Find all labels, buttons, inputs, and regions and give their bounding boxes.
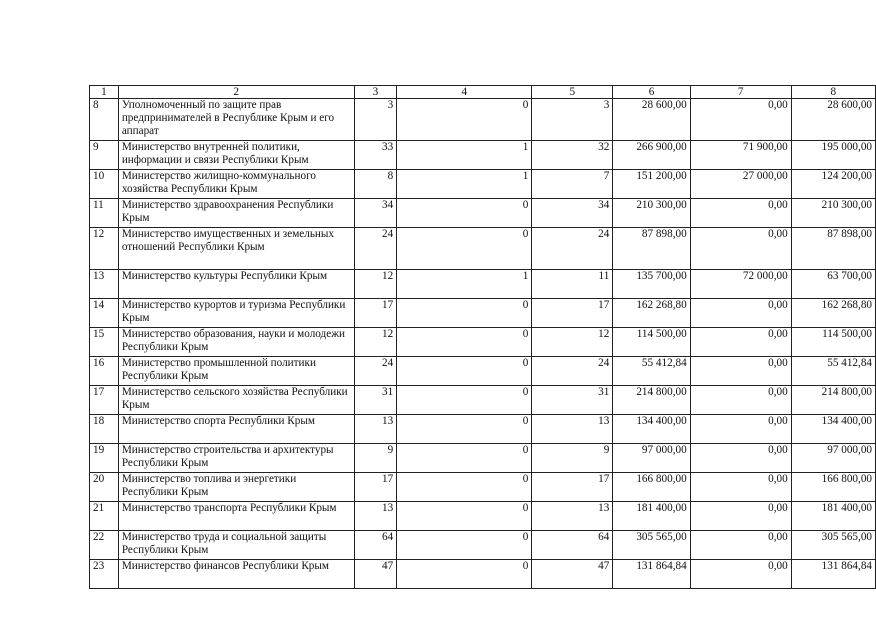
table-row <box>90 444 876 473</box>
table-row <box>90 328 876 357</box>
organization-name-cell: Министерство финансов Республики Крым <box>118 560 354 589</box>
column-8-amount-cell: 124 200,00 <box>791 170 875 199</box>
row-index-cell: 22 <box>90 531 119 560</box>
organization-name-cell: Уполномоченный по защите прав предпринимателей в Республике Крым и его аппарат <box>118 99 354 141</box>
column-number-header: 2 <box>118 86 354 99</box>
row-index-cell: 23 <box>90 560 119 589</box>
column-5-cell: 13 <box>532 502 613 531</box>
column-8-amount-cell: 63 700,00 <box>791 270 875 299</box>
column-4-cell: 0 <box>397 473 532 502</box>
table-row <box>90 473 876 502</box>
column-8-amount-cell: 134 400,00 <box>791 415 875 444</box>
organization-name-cell: Министерство жилищно-коммунального хозяйства Республики Крым <box>118 170 354 199</box>
column-4-cell: 1 <box>397 170 532 199</box>
column-5-cell: 47 <box>532 560 613 589</box>
column-5-cell: 24 <box>532 228 613 270</box>
column-4-cell: 0 <box>397 299 532 328</box>
column-7-amount-cell: 0,00 <box>690 560 791 589</box>
column-5-cell: 32 <box>532 141 613 170</box>
row-index-cell: 9 <box>90 141 119 170</box>
column-7-amount-cell: 0,00 <box>690 199 791 228</box>
column-3-cell: 13 <box>354 502 397 531</box>
column-3-cell: 31 <box>354 386 397 415</box>
row-index-cell: 16 <box>90 357 119 386</box>
table-row <box>90 502 876 531</box>
column-8-amount-cell: 162 268,80 <box>791 299 875 328</box>
column-8-amount-cell: 28 600,00 <box>791 99 875 141</box>
column-4-cell: 0 <box>397 328 532 357</box>
column-6-amount-cell: 210 300,00 <box>613 199 690 228</box>
column-6-amount-cell: 134 400,00 <box>613 415 690 444</box>
column-4-cell: 1 <box>397 270 532 299</box>
allocation-table <box>89 85 876 589</box>
column-3-cell: 24 <box>354 228 397 270</box>
column-8-amount-cell: 195 000,00 <box>791 141 875 170</box>
column-6-amount-cell: 55 412,84 <box>613 357 690 386</box>
column-6-amount-cell: 305 565,00 <box>613 531 690 560</box>
row-index-cell: 12 <box>90 228 119 270</box>
column-5-cell: 34 <box>532 199 613 228</box>
table-row <box>90 415 876 444</box>
column-4-cell: 0 <box>397 444 532 473</box>
column-number-header: 6 <box>613 86 690 99</box>
column-6-amount-cell: 181 400,00 <box>613 502 690 531</box>
column-8-amount-cell: 210 300,00 <box>791 199 875 228</box>
column-3-cell: 9 <box>354 444 397 473</box>
column-8-amount-cell: 166 800,00 <box>791 473 875 502</box>
column-3-cell: 8 <box>354 170 397 199</box>
row-index-cell: 10 <box>90 170 119 199</box>
column-7-amount-cell: 0,00 <box>690 531 791 560</box>
column-3-cell: 47 <box>354 560 397 589</box>
organization-name-cell: Министерство образования, науки и молодежи Республики Крым <box>118 328 354 357</box>
column-5-cell: 7 <box>532 170 613 199</box>
organization-name-cell: Министерство транспорта Республики Крым <box>118 502 354 531</box>
table-row <box>90 228 876 270</box>
table-row <box>90 386 876 415</box>
column-3-cell: 12 <box>354 328 397 357</box>
table-row <box>90 141 876 170</box>
row-index-cell: 17 <box>90 386 119 415</box>
column-8-amount-cell: 97 000,00 <box>791 444 875 473</box>
column-3-cell: 12 <box>354 270 397 299</box>
organization-name-cell: Министерство здравоохранения Республики Крым <box>118 199 354 228</box>
column-6-amount-cell: 162 268,80 <box>613 299 690 328</box>
organization-name-cell: Министерство имущественных и земельных отношений Республики Крым <box>118 228 354 270</box>
column-6-amount-cell: 131 864,84 <box>613 560 690 589</box>
row-index-cell: 13 <box>90 270 119 299</box>
table-row <box>90 199 876 228</box>
organization-name-cell: Министерство спорта Республики Крым <box>118 415 354 444</box>
column-3-cell: 17 <box>354 299 397 328</box>
column-4-cell: 0 <box>397 199 532 228</box>
row-index-cell: 20 <box>90 473 119 502</box>
organization-name-cell: Министерство промышленной политики Республики Крым <box>118 357 354 386</box>
column-5-cell: 11 <box>532 270 613 299</box>
column-3-cell: 34 <box>354 199 397 228</box>
column-7-amount-cell: 0,00 <box>690 357 791 386</box>
column-6-amount-cell: 166 800,00 <box>613 473 690 502</box>
column-5-cell: 17 <box>532 473 613 502</box>
organization-name-cell: Министерство сельского хозяйства Республики Крым <box>118 386 354 415</box>
column-8-amount-cell: 55 412,84 <box>791 357 875 386</box>
table-row <box>90 270 876 299</box>
column-6-amount-cell: 87 898,00 <box>613 228 690 270</box>
column-6-amount-cell: 266 900,00 <box>613 141 690 170</box>
column-6-amount-cell: 28 600,00 <box>613 99 690 141</box>
organization-name-cell: Министерство культуры Республики Крым <box>118 270 354 299</box>
column-6-amount-cell: 114 500,00 <box>613 328 690 357</box>
column-4-cell: 1 <box>397 141 532 170</box>
row-index-cell: 21 <box>90 502 119 531</box>
column-4-cell: 0 <box>397 531 532 560</box>
column-5-cell: 12 <box>532 328 613 357</box>
column-8-amount-cell: 131 864,84 <box>791 560 875 589</box>
column-7-amount-cell: 72 000,00 <box>690 270 791 299</box>
organization-name-cell: Министерство курортов и туризма Республики Крым <box>118 299 354 328</box>
column-3-cell: 3 <box>354 99 397 141</box>
column-7-amount-cell: 0,00 <box>690 502 791 531</box>
table-row <box>90 299 876 328</box>
column-5-cell: 31 <box>532 386 613 415</box>
column-4-cell: 0 <box>397 228 532 270</box>
column-number-header: 1 <box>90 86 119 99</box>
row-index-cell: 8 <box>90 99 119 141</box>
column-6-amount-cell: 214 800,00 <box>613 386 690 415</box>
column-3-cell: 13 <box>354 415 397 444</box>
column-number-header: 5 <box>532 86 613 99</box>
organization-name-cell: Министерство топлива и энергетики Республики Крым <box>118 473 354 502</box>
table-row <box>90 99 876 141</box>
column-7-amount-cell: 0,00 <box>690 299 791 328</box>
table-row <box>90 560 876 589</box>
table-row <box>90 531 876 560</box>
table-row <box>90 170 876 199</box>
column-7-amount-cell: 0,00 <box>690 415 791 444</box>
column-8-amount-cell: 87 898,00 <box>791 228 875 270</box>
column-4-cell: 0 <box>397 99 532 141</box>
column-5-cell: 3 <box>532 99 613 141</box>
column-7-amount-cell: 71 900,00 <box>690 141 791 170</box>
column-number-header: 4 <box>397 86 532 99</box>
column-3-cell: 17 <box>354 473 397 502</box>
row-index-cell: 14 <box>90 299 119 328</box>
column-7-amount-cell: 0,00 <box>690 328 791 357</box>
column-4-cell: 0 <box>397 386 532 415</box>
row-index-cell: 11 <box>90 199 119 228</box>
organization-name-cell: Министерство строительства и архитектуры Республики Крым <box>118 444 354 473</box>
organization-name-cell: Министерство внутренней политики, информации и связи Республики Крым <box>118 141 354 170</box>
column-7-amount-cell: 0,00 <box>690 228 791 270</box>
column-number-header: 7 <box>690 86 791 99</box>
column-7-amount-cell: 0,00 <box>690 386 791 415</box>
table-row <box>90 357 876 386</box>
column-4-cell: 0 <box>397 560 532 589</box>
column-5-cell: 13 <box>532 415 613 444</box>
column-5-cell: 64 <box>532 531 613 560</box>
column-6-amount-cell: 135 700,00 <box>613 270 690 299</box>
column-4-cell: 0 <box>397 415 532 444</box>
column-number-header-row <box>90 86 876 99</box>
column-4-cell: 0 <box>397 502 532 531</box>
row-index-cell: 15 <box>90 328 119 357</box>
column-3-cell: 33 <box>354 141 397 170</box>
row-index-cell: 18 <box>90 415 119 444</box>
column-number-header: 3 <box>354 86 397 99</box>
column-7-amount-cell: 0,00 <box>690 444 791 473</box>
column-5-cell: 17 <box>532 299 613 328</box>
column-3-cell: 24 <box>354 357 397 386</box>
column-8-amount-cell: 305 565,00 <box>791 531 875 560</box>
column-7-amount-cell: 0,00 <box>690 473 791 502</box>
column-4-cell: 0 <box>397 357 532 386</box>
column-5-cell: 24 <box>532 357 613 386</box>
organization-name-cell: Министерство труда и социальной защиты Республики Крым <box>118 531 354 560</box>
column-6-amount-cell: 97 000,00 <box>613 444 690 473</box>
column-6-amount-cell: 151 200,00 <box>613 170 690 199</box>
column-8-amount-cell: 214 800,00 <box>791 386 875 415</box>
column-7-amount-cell: 27 000,00 <box>690 170 791 199</box>
column-8-amount-cell: 114 500,00 <box>791 328 875 357</box>
column-number-header: 8 <box>791 86 875 99</box>
column-7-amount-cell: 0,00 <box>690 99 791 141</box>
column-8-amount-cell: 181 400,00 <box>791 502 875 531</box>
column-5-cell: 9 <box>532 444 613 473</box>
row-index-cell: 19 <box>90 444 119 473</box>
column-3-cell: 64 <box>354 531 397 560</box>
